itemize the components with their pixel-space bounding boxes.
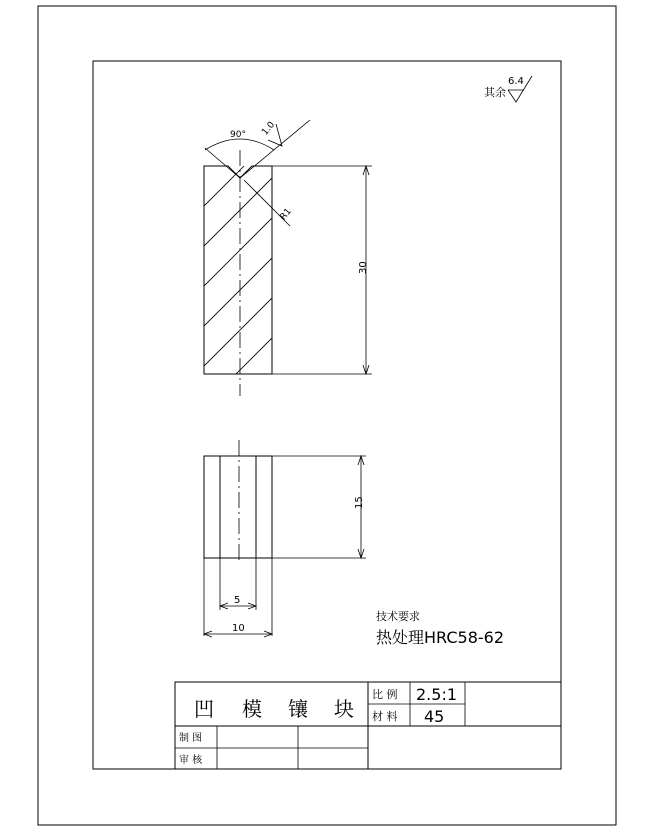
chamfer-dim-label: 1.0 xyxy=(260,120,278,138)
roughness-note xyxy=(484,76,532,102)
scale-value: 2.5:1 xyxy=(416,685,458,704)
part-name-char-2: 模 xyxy=(242,697,262,721)
part-name-char-4: 块 xyxy=(334,697,354,721)
bottom-view xyxy=(204,440,366,637)
height-dim-bottom-label: 15 xyxy=(354,496,365,509)
tech-requirements xyxy=(376,609,504,647)
sheet-border xyxy=(38,6,616,825)
radius-dim-label: R1 xyxy=(278,206,294,223)
tech-req-line1: 热处理HRC58-62 xyxy=(376,628,505,647)
width-dim-inner-label: 5 xyxy=(234,595,241,606)
scale-label: 比 例 xyxy=(372,688,398,701)
angle-dim-label: 90° xyxy=(230,130,246,140)
top-view xyxy=(160,110,372,530)
tech-req-heading: 技术要求 xyxy=(376,610,420,623)
drawn-label: 制 图 xyxy=(179,733,203,744)
angle-arc xyxy=(205,139,274,150)
insert-outline xyxy=(204,166,272,374)
insert-side-outline xyxy=(204,456,272,558)
title-block xyxy=(175,682,561,769)
width-dim-outer-label: 10 xyxy=(232,623,245,634)
material-value: 45 xyxy=(424,707,445,726)
checked-label: 审 核 xyxy=(179,755,203,766)
roughness-note-text: 其余 xyxy=(484,86,506,99)
part-name-char-1: 凹 xyxy=(194,697,214,721)
roughness-value: 6.4 xyxy=(508,76,524,87)
section-hatch xyxy=(160,110,300,530)
height-dim-top-label: 30 xyxy=(358,261,369,274)
part-name-char-3: 镶 xyxy=(288,697,308,721)
drawing-frame xyxy=(93,61,561,769)
material-label: 材 料 xyxy=(372,710,398,723)
